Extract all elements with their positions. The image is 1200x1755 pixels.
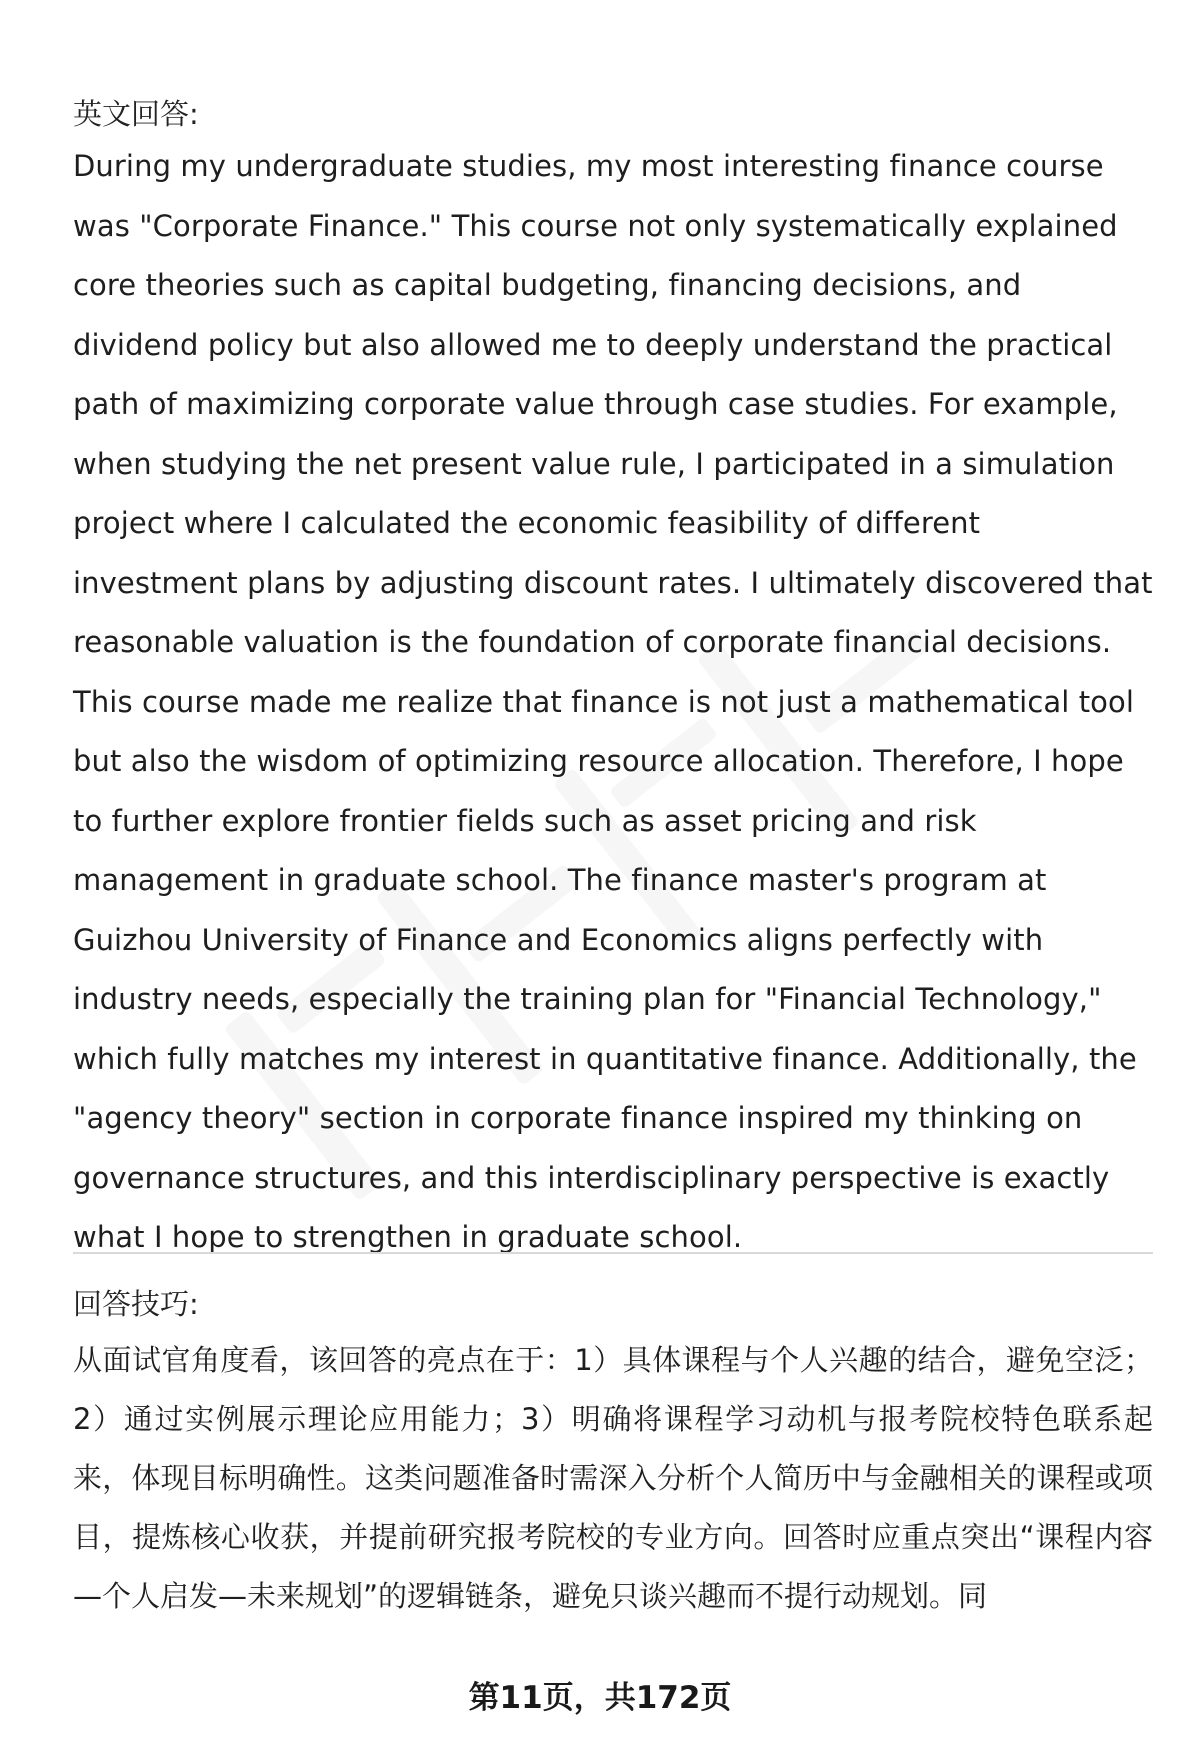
answer-text: During my undergraduate studies, my most interesting finance course was "Corporate Finance." This course not only systematically explained core theories such as capital budgeting, financing decisions, and dividend policy but also allowed me to deeply understand the practical path of maximizing corporate value through case studies. For example, when studying the net present value rule, I participated in a simulation project where I calculated the economic feasibility of different investment plans by adjusting discount rates. I ultimately discovered that reasonable valuation is the foundation of corporate financial decisions. This course made me realize that finance is not just a mathematical tool but also the wisdom of optimizing resource allocation. Therefore, I hope to further explore frontier fields such as asset pricing and risk management in graduate school. The finance master's program at Guizhou University of Finance and Economics aligns perfectly with industry needs, especially the training plan for "Financial Technology," which fully matches my interest in quantitative finance. Additionally, the "agency theory" section in corporate finance inspired my thinking on governance structures, and this interdisciplinary perspective is exactly what I hope to strengthen in graduate school. xyxy=(73,149,1153,1254)
tips-text: 从面试官角度看，该回答的亮点在于：1）具体课程与个人兴趣的结合，避免空泛；2）通过实例展示理论应用能力；3）明确将课程学习动机与报考院校特色联系起来，体现目标明确性。这类问题准备时需深入分析个人简历中与金融相关的课程或项目，提炼核心收获，并提前研究报考院校的专业方向。回答时应重点突出“课程内容—个人启发—未来规划”的逻辑链条，避免只谈兴趣而不提行动规划。同 xyxy=(73,1343,1153,1613)
answer-label: 英文回答: xyxy=(73,97,199,131)
page-indicator: 第11页，共172页 xyxy=(468,1680,732,1716)
section-divider xyxy=(73,1252,1153,1254)
tips-section xyxy=(73,1285,1153,1626)
tips-label: 回答技巧: xyxy=(73,1287,199,1321)
answer-section xyxy=(73,95,1153,1268)
